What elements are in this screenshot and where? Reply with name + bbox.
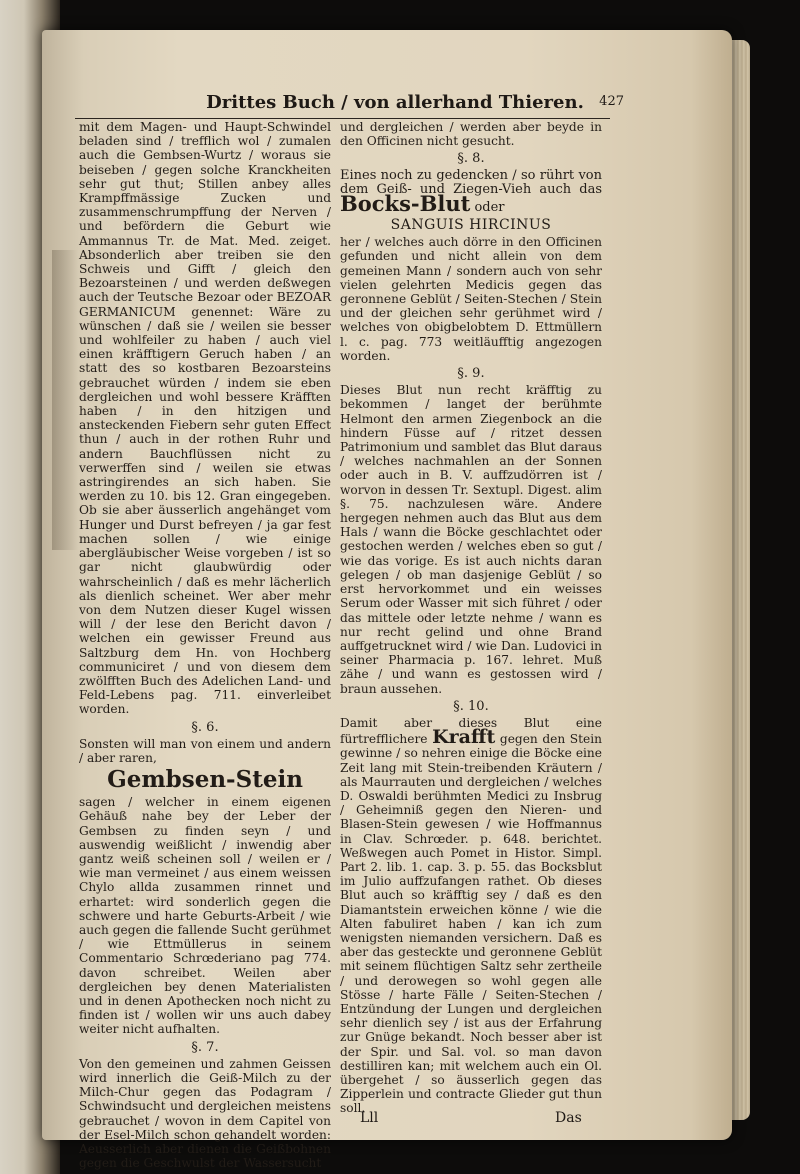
section-number: §. 10. — [453, 698, 489, 714]
section-number: §. 6. — [191, 719, 219, 735]
paragraph: mit dem Magen- und Haupt-Schwindel beladen sind / trefflich wol / zumalen auch die Gembsen-Wurtz / woraus sie beiseben / gegen solche Kranckheiten sehr gut thut; Stillen anbey alles Krampffmässige Zucken und zusammenschrumpffung der Nerven / und befördern die Geburt wie Ammannus Tr. de Mat. Med. zeiget. Absonderlich aber treiben sie den Schweis und Gifft / gleich den Bezoarsteinen / und werden deßwegen auch der Teutsche Bezoar oder BEZOAR GERMANICUM genennet: Wäre zu wünschen / daß sie / weilen sie besser und wohlfeiler zu haben / auch viel einen kräfftigern Geruch haben / an statt des so kostbaren Bezoarsteins gebrauchet würden / indem sie eben dergleichen und wohl bessere Kräfften haben / in den hitzigen und ansteckenden Fiebern sehr guten Effect thun / auch in der rothen Ruhr und andern Bauchflüssen nicht zu verwerffen sind / weilen sie etwas astringirendes an sich haben. Sie werden zu 10. bis 12. Gran eingegeben. Ob sie aber äusserlich angehänget vom Hunger und Durst befreyen / ja gar fest machen sollen / wie einige abergläubischer Weise vorgeben / ist so gar nicht glaubwürdig oder wahrscheinlich / daß es mehr lächerlich als dienlich scheinet. Wer aber mehr von dem Nutzen dieser Kugel wissen will / der lese den Bericht davon / welchen ein gewisser Freund aus Saltzburg dem Hn. von Hochberg communiciret / und von diesem dem zwölfften Buch des Adelichen Land- und Feld-Lebens pag. 711. einverleibet worden. — [79, 120, 331, 717]
page-number: 427 — [599, 94, 624, 109]
paragraph: Sonsten will man von einem und andern / aber raren, — [79, 736, 331, 765]
section-number: §. 8. — [457, 151, 485, 167]
running-head: Drittes Buch / von allerhand Thieren. — [206, 92, 584, 113]
page-header — [75, 92, 624, 119]
paragraph-tail: oder — [474, 200, 505, 216]
paragraph: Dieses Blut nun recht kräfftig zu bekommen / langet der berühmte Helmont den armen Ziegenbock an die hindern Füsse auf / ritzet dessen Patrimonium und samblet das Blut daraus / welches nachmahlen an der Sonnen oder auch in B. V. auffzudörren ist / worvon in dessen Tr. Sextupl. Digest. alim §. 75. nachzulesen wäre. Andere hergegen nehmen auch das Blut aus dem Hals / wann die Böcke geschlachtet oder gestochen werden / welches eben so gut / wie das vorige. Es ist auch nichts daran gelegen / ob man dasjenige Geblüt / so erst hervorkommet und ein weisses Serum oder Wasser mit sich führet / oder das mittele oder letzte nehme / wann es nur recht gelind und ohne Brand auffgetrucknet wird / wie Dan. Ludovici in seiner Pharmacia p. 167. lehret. Muß zähe / und wann es gestossen wird / braun aussehen. — [340, 383, 602, 696]
latin-heading: SANGUIS HIRCINUS — [390, 217, 552, 234]
paragraph: Von den gemeinen und zahmen Geissen wird innerlich die Geiß-Milch zu der Milch-Chur gegen das Podagram / Schwindsucht und dergleichen meistens gebrauchet / wovon in dem Capitel von der Esel-Milch schon gehandelt worden: Aeusserlich aber dienen die Geißbohnen gegen die Geschwulst der Wassersucht — [79, 1056, 331, 1171]
paragraph — [340, 716, 602, 1116]
paragraph-intro: Eines noch zu gedencken / so rührt von dem Geiß- und Ziegen-Vieh auch das — [340, 167, 602, 197]
section-number: §. 7. — [191, 1039, 219, 1055]
paragraph-intro: Damit aber dieses Blut eine fürtrefflichere — [340, 715, 602, 747]
paragraph: und dergleichen / werden aber beyde in den Officinen nicht gesucht. — [340, 120, 602, 149]
signature-mark: Lll — [360, 1110, 379, 1126]
gutter-shadow — [52, 250, 78, 550]
paragraph: her / welches auch dörre in den Officinen gefunden und nicht allein von dem gemeinen Mann / sondern auch von sehr vielen gelehrten Medicis gegen das geronnene Geblüt / Seiten-Stechen / Stein und der gleichen sehr gerühmet wird / welches von obigbelobtem D. Ettmüllern l. c. pag. 773 weitläufftig angezogen worden. — [340, 235, 602, 363]
section-heading: Gembsen-Stein — [107, 766, 303, 794]
krafft-word: Krafft — [432, 726, 496, 749]
left-column — [79, 120, 331, 1170]
section-number: §. 9. — [457, 366, 485, 382]
bocks-blut-heading: Bocks-Blut — [340, 191, 471, 217]
right-column — [340, 120, 602, 1116]
catchword: Das — [555, 1110, 582, 1126]
paragraph-body: gegen den Stein gewinne / so nehren einige die Böcke eine Zeit lang mit Stein-treibenden Kräutern / als Maurrauten und dergleichen / welches D. Oswaldi berühmten Medici zu Insbrug / Geheimniß gegen den Nieren- und Blasen-Stein gewesen / wie Hoffmannus in Clav. Schrœder. p. 648. berichtet. Weßwegen auch Pomet in Histor. Simpl. Part 2. lib. 1. cap. 3. p. 55. das Bocksblut im Julio auffzufangen rathet. Ob dieses Blut auch so kräfftig sey / daß es den Diamantstein erweichen könne / wie die Alten fabuliret haben / kan ich zum wenigsten niemanden versichern. Daß es aber das gesteckte und geronnene Geblüt mit seinem flüchtigen Saltz sehr zertheile / und derowegen so wohl gegen alle Stösse / harte Fälle / Seiten-Stechen / Entzündung der Lungen und dergleichen sehr dienlich sey / ist aus der Erfahrung zur Gnüge bekandt. Noch besser aber ist der Spir. und Sal. vol. so man davon destilliren kan; mit welchem auch ein Ol. übergehet / so äusserlich gegen das Zipperlein und contracte Glieder gut thun soll. — [340, 732, 602, 1116]
paragraph: sagen / welcher in einem eigenen Gehäuß nahe bey der Leber der Gembsen zu finden seyn / und auswendig weißlicht / inwendig aber gantz weiß scheinen soll / weilen er / wie man vermeinet / aus einem weissen Chylo allda zusammen rinnet und erhartet: wird sonderlich gegen die schwere und harte Geburts-Arbeit / wie auch gegen die fallende Sucht gerühmet / wie Ettmüllerus in seinem Commentario Schrœderiano pag 774. davon schreibet. Weilen aber dergleichen bey denen Materialisten und in denen Apothecken noch nicht zu finden ist / wollen wir uns auch dabey weiter nicht aufhalten. — [79, 795, 331, 1037]
paragraph — [340, 169, 602, 216]
